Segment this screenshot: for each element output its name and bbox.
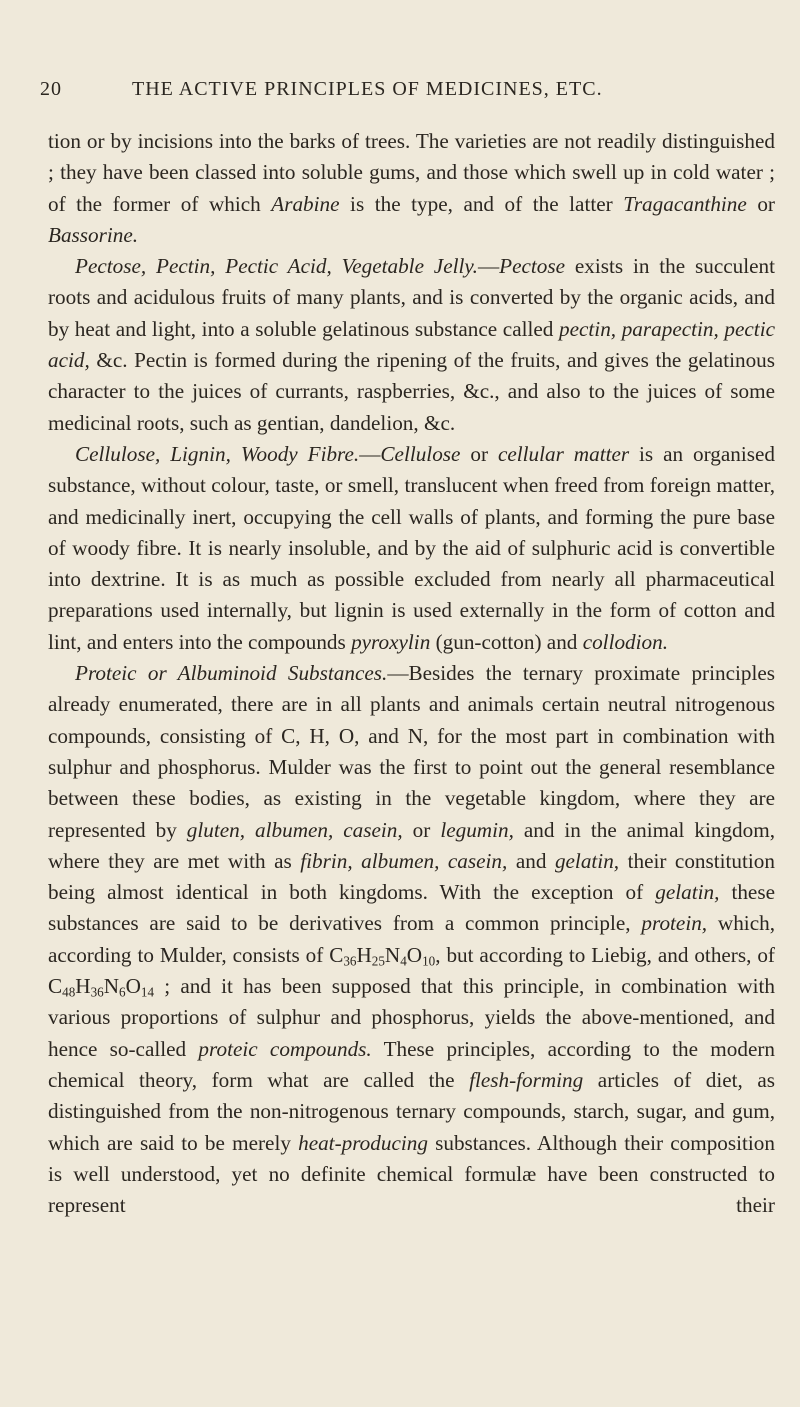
text: which, according to Mulder, consists of (48, 911, 775, 967)
text: substances. Although their composition is well understood, yet no definite chemical formulæ have been constructed to represent their (48, 1130, 775, 1218)
term: protein, (641, 911, 708, 936)
formula-mulder: $C_{36}H_{25}N_4O_{10}$ (329, 942, 436, 969)
text: — (359, 441, 381, 466)
text: —Besides the ternary proximate principles already enumerated, there are in all plants and animals certain neutral nitrogenous compounds, consisting of C, H, O, and N, for the most part in combination with sulphur and phosphorus. Mulder was the first to point out the general resemblance between these bodies, as existing in the vegetable kingdom, where they are represented by (48, 661, 775, 842)
text: exists in the succulent roots and acidulous fruits of many plants, and is converted by the organic acids, and by heat and light, into a soluble gelatinous substance called (48, 254, 776, 341)
term: flesh-forming (469, 1067, 584, 1092)
text: ; and it has been supposed that this principle, in combination with various proportions of sulphur and phosphorus, yields the above-mentioned, and hence so-called (48, 974, 775, 1061)
text: and (507, 848, 555, 873)
text: These principles, according to the modern chemical theory, form what are called the (48, 1036, 776, 1092)
text: their constitution being almost identical in both kingdoms. With the exception of (48, 848, 775, 905)
section-heading: Pectose, Pectin, Pectic Acid, Vegetable Jelly. (75, 254, 478, 279)
running-head: THE ACTIVE PRINCIPLES OF MEDICINES, ETC. (132, 78, 603, 100)
term: fibrin, albumen, casein, (300, 848, 508, 873)
text: or (746, 191, 775, 216)
text: , but according to Liebig, and others, of (435, 942, 775, 967)
term: proteic compounds. (198, 1036, 372, 1061)
term: Pectose (499, 254, 566, 279)
paragraph-gums (48, 126, 775, 251)
term: gelatin, (554, 848, 620, 873)
term: heat-producing (298, 1130, 428, 1155)
paragraph-cellulose (48, 439, 775, 658)
term: legumin, (440, 817, 514, 842)
section-heading: Proteic or Albuminoid Substances. (75, 661, 388, 686)
text: and in the animal kingdom, where they are met with as (48, 817, 776, 873)
formula-liebig: $C_{48}H_{36}N_6O_{14}$ (48, 974, 155, 1000)
text: these substances are said to be derivatives from a common principle, (48, 880, 775, 936)
paragraph-proteic (48, 658, 775, 1221)
text: or (460, 441, 498, 466)
term: gluten, albumen, casein, (186, 817, 403, 842)
paragraph-pectose (48, 251, 775, 439)
term: Cellulose (380, 441, 461, 466)
term: pyroxylin (351, 629, 431, 654)
term: Bassorine. (48, 222, 139, 247)
text: — (477, 254, 500, 279)
page-number: 20 (40, 78, 62, 100)
term: Arabine (271, 191, 340, 216)
body-text (48, 126, 775, 1221)
text: &c. Pectin is formed during the ripening of the fruits, and gives the gelatinous character to the juices of currants, raspberries, &c., and also to the juices of some medicinal roots, such as gentian, dandelion, &c. (48, 348, 775, 435)
text: tion or by incisions into the barks of trees. The varieties are not readily distinguished ; they have been classed into soluble gums, and those which swell up in cold water ; of the former of which (48, 129, 775, 216)
term: collodion. (582, 629, 669, 654)
text: is the type, and of the latter (339, 191, 624, 216)
text: or (402, 817, 441, 842)
term: cellular matter (497, 441, 630, 466)
term: gelatin, (655, 880, 720, 905)
text: articles of diet, as distinguished from the non-nitrogenous ternary compounds, starch, sugar, and gum, which are said to be merely (48, 1067, 775, 1155)
text: (gun-cotton) and (430, 629, 583, 654)
term: pectin, parapectin, pectic acid, (48, 316, 775, 373)
term: Tragacanthine (623, 191, 747, 216)
text: is an organised substance, without colour, taste, or smell, translucent when freed from foreign matter, and medicinally inert, occupying the cell walls of plants, and forming the pure base of woody fibre. It is nearly insoluble, and by the aid of sulphuric acid is convertible into dextrine. It is as much as possible excluded from nearly all pharmaceutical preparations used internally, but lignin is used externally in the form of cotton and lint, and enters into the compounds (48, 441, 776, 654)
section-heading: Cellulose, Lignin, Woody Fibre. (75, 441, 360, 466)
